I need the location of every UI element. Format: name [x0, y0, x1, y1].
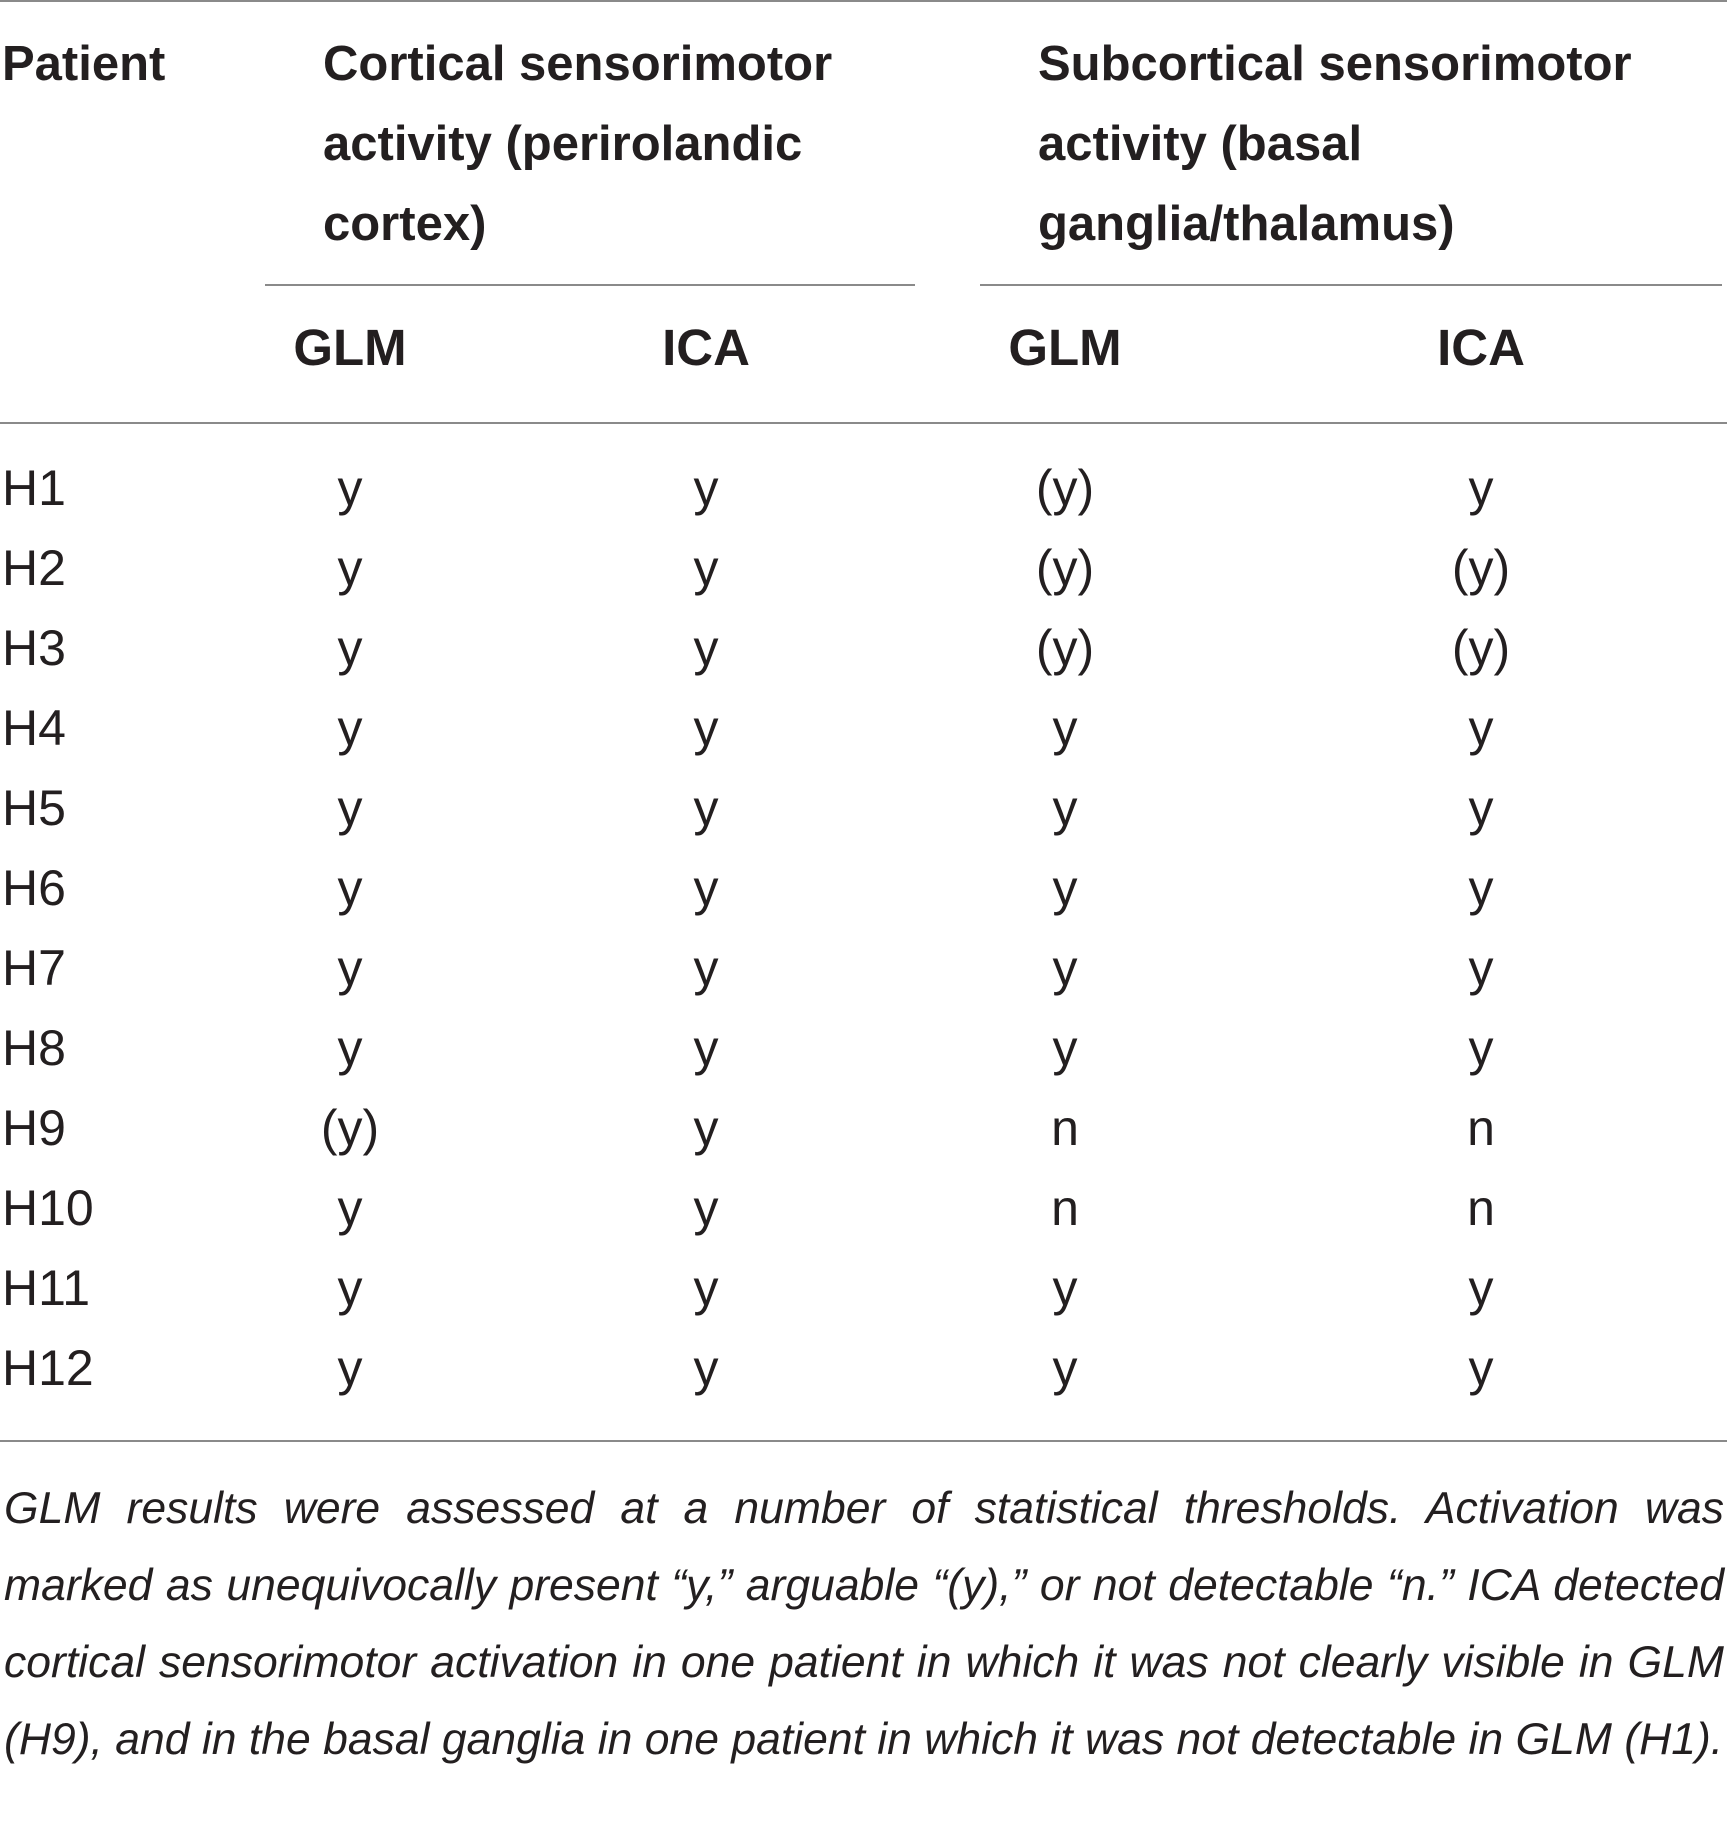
cell-patient: H3: [2, 620, 66, 676]
cell-patient: H11: [2, 1260, 91, 1316]
cell-subcortical-ica: (y): [1451, 620, 1511, 676]
cell-cortical-ica: y: [693, 700, 719, 756]
cell-subcortical-ica: y: [1468, 860, 1494, 916]
cell-cortical-glm: y: [337, 1260, 363, 1316]
cell-patient: H2: [2, 540, 66, 596]
cell-cortical-ica: y: [693, 460, 719, 516]
header-patient: Patient: [2, 37, 166, 91]
table-row: [0, 608, 1727, 688]
header-cortical-line-2: activity (perirolandic: [323, 117, 803, 171]
cell-patient: H1: [2, 460, 66, 516]
header-bottom-rule: [0, 422, 1727, 424]
cell-cortical-ica: y: [693, 940, 719, 996]
cell-subcortical-glm: y: [1052, 700, 1078, 756]
table-footnote: GLM results were assessed at a number of statistical thresholds. Activation was marked as unequivocally present “y,” arguable “(y),” or not detectable “n.” ICA detected cortical sensorimotor activation in one patient in which it was not clearly visible in GLM (H9), and in the basal ganglia in one patient in which it was not detectable in GLM (H1).: [4, 1484, 1724, 1764]
table-row: [0, 1248, 1727, 1328]
cell-subcortical-ica: y: [1468, 460, 1494, 516]
cell-subcortical-ica: (y): [1451, 540, 1511, 596]
cell-cortical-glm: y: [337, 940, 363, 996]
cell-subcortical-glm: (y): [1035, 460, 1095, 516]
cortical-group-rule: [265, 284, 915, 286]
table-row: [0, 928, 1727, 1008]
cell-patient: H12: [2, 1340, 94, 1396]
cell-patient: H8: [2, 1020, 66, 1076]
cell-cortical-glm: y: [337, 1020, 363, 1076]
cell-subcortical-glm: (y): [1035, 620, 1095, 676]
table-row: [0, 768, 1727, 848]
cell-cortical-ica: y: [693, 780, 719, 836]
cell-subcortical-ica: y: [1468, 700, 1494, 756]
cell-subcortical-ica: y: [1468, 1020, 1494, 1076]
table-row: [0, 1008, 1727, 1088]
cell-subcortical-ica: y: [1468, 940, 1494, 996]
header-cortical-line-3: cortex): [323, 197, 487, 251]
table-bottom-rule: [0, 1440, 1727, 1442]
cell-subcortical-glm: n: [1051, 1100, 1079, 1156]
table-row: [0, 528, 1727, 608]
cell-patient: H7: [2, 940, 66, 996]
header-subcortical-line-2: activity (basal: [1038, 117, 1363, 171]
header-subcortical-line-3: ganglia/thalamus): [1038, 197, 1455, 251]
cell-subcortical-glm: y: [1052, 780, 1078, 836]
cell-subcortical-glm: n: [1051, 1180, 1079, 1236]
cell-subcortical-ica: y: [1468, 780, 1494, 836]
table-row: [0, 1328, 1727, 1408]
table-row: [0, 448, 1727, 528]
cell-patient: H10: [2, 1180, 94, 1236]
cell-subcortical-glm: y: [1052, 860, 1078, 916]
header-subcortical-line-1: Subcortical sensorimotor: [1038, 37, 1632, 91]
table-row: [0, 1168, 1727, 1248]
subheader-subcortical-ica: ICA: [1437, 319, 1525, 376]
cell-subcortical-glm: y: [1052, 940, 1078, 996]
cell-cortical-glm: y: [337, 620, 363, 676]
cell-cortical-glm: y: [337, 540, 363, 596]
subheader-cortical-glm: GLM: [293, 319, 407, 376]
table-top-rule: [0, 0, 1727, 2]
cell-cortical-ica: y: [693, 860, 719, 916]
cell-subcortical-glm: y: [1052, 1260, 1078, 1316]
cell-subcortical-ica: n: [1467, 1100, 1495, 1156]
subheader-cortical-ica: ICA: [662, 319, 750, 376]
cell-subcortical-ica: y: [1468, 1260, 1494, 1316]
cell-cortical-ica: y: [693, 620, 719, 676]
table-row: [0, 1088, 1727, 1168]
cell-patient: H9: [2, 1100, 66, 1156]
cell-cortical-glm: y: [337, 1340, 363, 1396]
subcortical-group-rule: [980, 284, 1722, 286]
cell-subcortical-ica: y: [1468, 1340, 1494, 1396]
cell-subcortical-glm: y: [1052, 1340, 1078, 1396]
cell-subcortical-glm: (y): [1035, 540, 1095, 596]
cell-patient: H4: [2, 700, 66, 756]
cell-cortical-glm: y: [337, 780, 363, 836]
cell-cortical-glm: y: [337, 1180, 363, 1236]
cell-cortical-ica: y: [693, 1180, 719, 1236]
cell-subcortical-ica: n: [1467, 1180, 1495, 1236]
cell-cortical-glm: y: [337, 860, 363, 916]
cell-cortical-glm: y: [337, 460, 363, 516]
cell-cortical-ica: y: [693, 540, 719, 596]
table-row: [0, 688, 1727, 768]
cell-patient: H5: [2, 780, 66, 836]
cell-subcortical-glm: y: [1052, 1020, 1078, 1076]
cell-cortical-glm: y: [337, 700, 363, 756]
cell-patient: H6: [2, 860, 66, 916]
cell-cortical-ica: y: [693, 1100, 719, 1156]
subheader-subcortical-glm: GLM: [1008, 319, 1122, 376]
header-cortical-line-1: Cortical sensorimotor: [323, 37, 833, 91]
cell-cortical-glm: (y): [320, 1100, 380, 1156]
cell-cortical-ica: y: [693, 1340, 719, 1396]
table-row: [0, 848, 1727, 928]
cell-cortical-ica: y: [693, 1020, 719, 1076]
cell-cortical-ica: y: [693, 1260, 719, 1316]
